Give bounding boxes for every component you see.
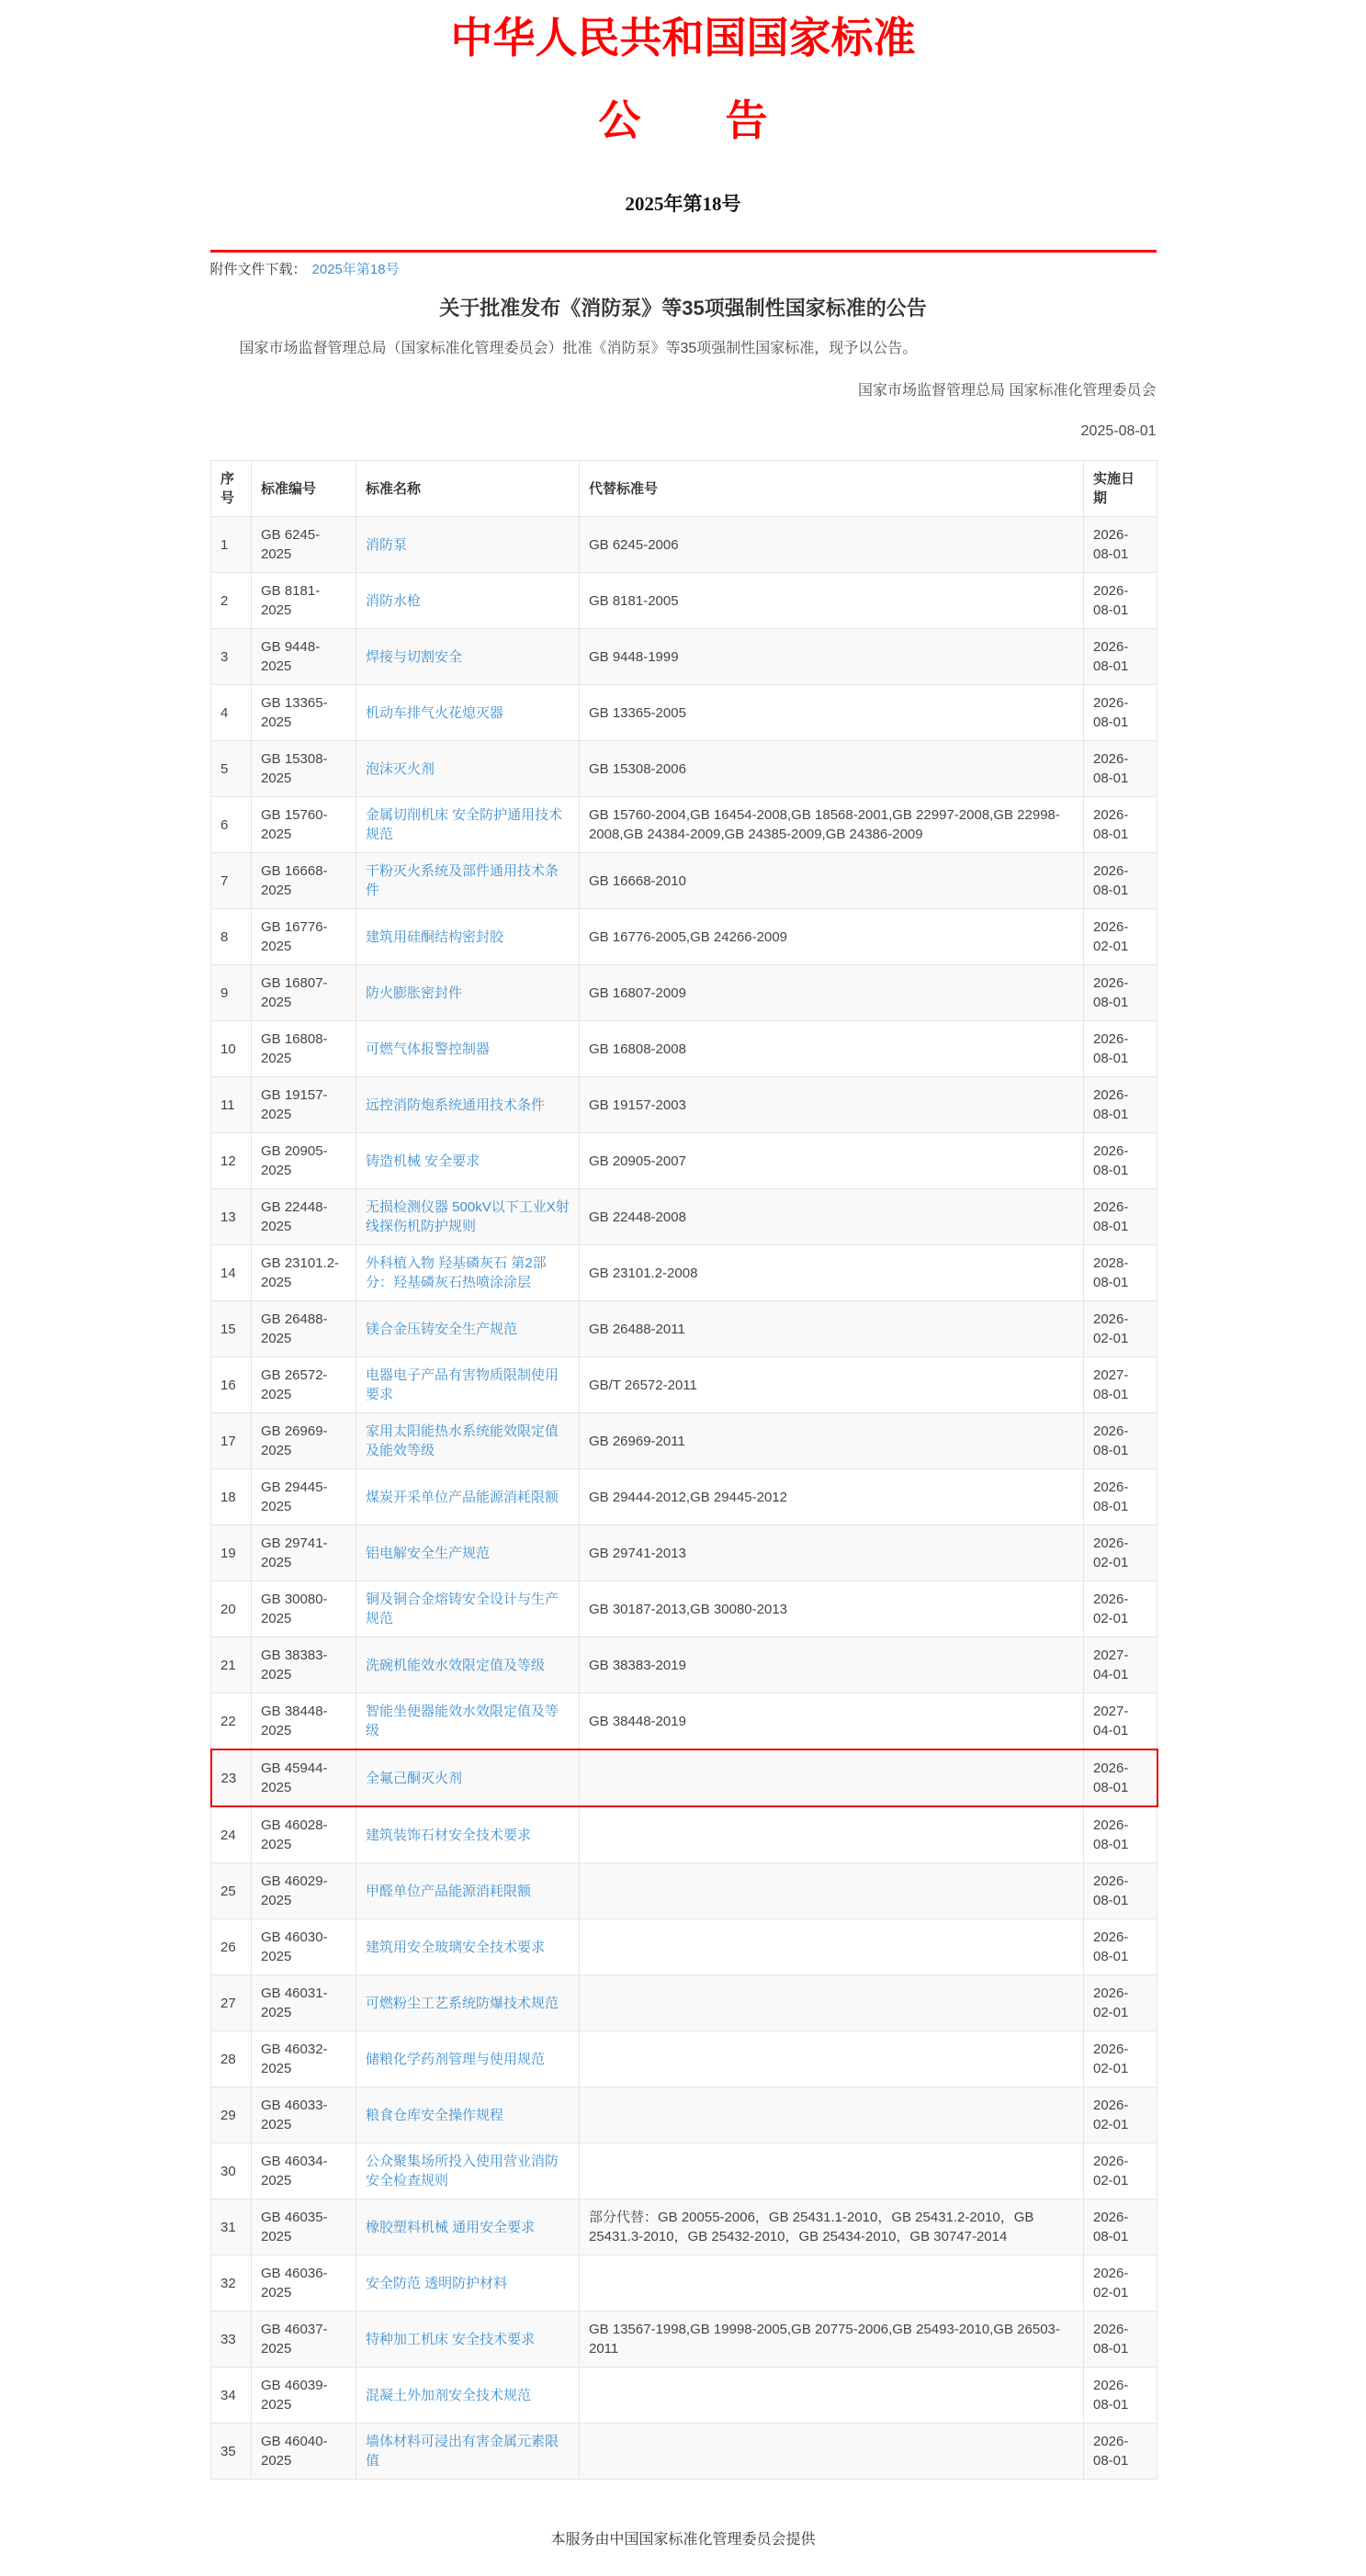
implementation-date-cell: 2026-08-01 bbox=[1084, 1189, 1157, 1245]
table-row bbox=[211, 1749, 1157, 1806]
standard-code-cell: GB 16807-2025 bbox=[252, 965, 356, 1021]
standard-name-cell bbox=[356, 965, 580, 1021]
standard-name-link[interactable]: 远控消防炮系统通用技术条件 bbox=[366, 1097, 546, 1113]
implementation-date-cell: 2026-08-01 bbox=[1084, 1469, 1157, 1525]
replaced-standards-cell bbox=[580, 1919, 1084, 1975]
table-row bbox=[211, 1245, 1157, 1301]
standard-name-link[interactable]: 橡胶塑料机械 通用安全要求 bbox=[366, 2219, 536, 2235]
row-index-cell: 13 bbox=[211, 1189, 252, 1245]
standard-name-link[interactable]: 无损检测仪器 500kV以下工业X射线探伤机防护规则 bbox=[366, 1199, 570, 1234]
standard-name-cell bbox=[356, 853, 580, 909]
standard-name-link[interactable]: 建筑用硅酮结构密封胶 bbox=[366, 928, 504, 945]
replaced-standards-cell bbox=[580, 1863, 1084, 1919]
replaced-standards-cell bbox=[580, 1806, 1084, 1863]
implementation-date-cell: 2026-02-01 bbox=[1084, 1525, 1157, 1581]
table-row bbox=[211, 1637, 1157, 1693]
table-row bbox=[211, 685, 1157, 741]
replaced-standards-cell: GB 26488-2011 bbox=[580, 1301, 1084, 1357]
standard-name-cell bbox=[356, 1975, 580, 2031]
implementation-date-cell: 2026-02-01 bbox=[1084, 1301, 1157, 1357]
row-index-cell: 23 bbox=[211, 1749, 252, 1806]
row-index-cell: 1 bbox=[211, 517, 252, 573]
replaced-standards-cell: GB 19157-2003 bbox=[580, 1077, 1084, 1133]
implementation-date-cell: 2026-08-01 bbox=[1084, 1021, 1157, 1077]
implementation-date-cell: 2026-08-01 bbox=[1084, 517, 1157, 573]
standard-code-cell: GB 19157-2025 bbox=[252, 1077, 356, 1133]
standard-code-cell: GB 26488-2025 bbox=[252, 1301, 356, 1357]
row-index-cell: 28 bbox=[211, 2031, 252, 2087]
table-row bbox=[211, 909, 1157, 965]
standard-code-cell: GB 6245-2025 bbox=[252, 517, 356, 573]
row-index-cell: 24 bbox=[211, 1806, 252, 1863]
standard-name-cell bbox=[356, 1749, 580, 1806]
standard-name-link[interactable]: 消防泵 bbox=[366, 536, 408, 553]
standard-name-link[interactable]: 铜及铜合金熔铸安全设计与生产规范 bbox=[366, 1592, 559, 1626]
table-row bbox=[211, 1975, 1157, 2031]
standard-name-link[interactable]: 消防水枪 bbox=[366, 592, 422, 609]
row-index-cell: 9 bbox=[211, 965, 252, 1021]
table-row bbox=[211, 1077, 1157, 1133]
standard-code-cell: GB 46031-2025 bbox=[252, 1975, 356, 2031]
replaced-standards-cell bbox=[580, 2255, 1084, 2312]
header-index: 序号 bbox=[211, 461, 252, 517]
standard-code-cell: GB 16668-2025 bbox=[252, 853, 356, 909]
standard-name-cell bbox=[356, 1806, 580, 1863]
replaced-standards-cell: GB/T 26572-2011 bbox=[580, 1357, 1084, 1413]
standard-name-link[interactable]: 建筑装饰石材安全技术要求 bbox=[366, 1827, 532, 1843]
implementation-date-cell: 2028-08-01 bbox=[1084, 1245, 1157, 1301]
attachment-link[interactable]: 2025年第18号 bbox=[311, 262, 400, 277]
row-index-cell: 12 bbox=[211, 1133, 252, 1189]
standard-name-link[interactable]: 公众聚集场所投入使用营业消防安全检查规则 bbox=[366, 2154, 559, 2188]
standard-name-link[interactable]: 镁合金压铸安全生产规范 bbox=[366, 1321, 518, 1337]
table-row bbox=[211, 2368, 1157, 2424]
replaced-standards-cell bbox=[580, 1749, 1084, 1806]
standards-table bbox=[210, 460, 1158, 2480]
standard-name-link[interactable]: 建筑用安全玻璃安全技术要求 bbox=[366, 1939, 546, 1955]
standard-name-cell bbox=[356, 573, 580, 629]
replaced-standards-cell: GB 16807-2009 bbox=[580, 965, 1084, 1021]
standard-code-cell: GB 38383-2025 bbox=[252, 1637, 356, 1693]
notice-body: 国家市场监督管理总局（国家标准化管理委员会）批准《消防泵》等35项强制性国家标准，现予以公告。 bbox=[239, 341, 918, 356]
standard-name-cell bbox=[356, 1133, 580, 1189]
row-index-cell: 8 bbox=[211, 909, 252, 965]
table-row bbox=[211, 1133, 1157, 1189]
replaced-standards-cell: GB 26969-2011 bbox=[580, 1413, 1084, 1469]
standard-name-cell bbox=[356, 1693, 580, 1750]
standard-name-link[interactable]: 储粮化学药剂管理与使用规范 bbox=[366, 2051, 546, 2067]
row-index-cell: 33 bbox=[211, 2312, 252, 2368]
replaced-standards-cell: GB 29741-2013 bbox=[580, 1525, 1084, 1581]
standard-name-cell bbox=[356, 2312, 580, 2368]
row-index-cell: 34 bbox=[211, 2368, 252, 2424]
replaced-standards-cell: 部分代替：GB 20055-2006，GB 25431.1-2010，GB 25431.2-2010，GB 25431.3-2010，GB 25432-2010，GB 25434-2010，GB 30747-2014 bbox=[580, 2199, 1084, 2255]
implementation-date-cell: 2026-08-01 bbox=[1084, 853, 1157, 909]
standard-code-cell: GB 46040-2025 bbox=[252, 2424, 356, 2480]
standard-name-link[interactable]: 家用太阳能热水系统能效限定值及能效等级 bbox=[366, 1423, 559, 1458]
table-row bbox=[211, 1469, 1157, 1525]
replaced-standards-cell: GB 13365-2005 bbox=[580, 685, 1084, 741]
standard-code-cell: GB 16776-2025 bbox=[252, 909, 356, 965]
standard-name-cell bbox=[356, 1357, 580, 1413]
implementation-date-cell: 2026-08-01 bbox=[1084, 1077, 1157, 1133]
table-row bbox=[211, 1581, 1157, 1637]
standard-name-cell bbox=[356, 1581, 580, 1637]
row-index-cell: 2 bbox=[211, 573, 252, 629]
row-index-cell: 15 bbox=[211, 1301, 252, 1357]
implementation-date-cell: 2026-08-01 bbox=[1084, 1806, 1157, 1863]
implementation-date-cell: 2026-08-01 bbox=[1084, 797, 1157, 853]
standard-name-link[interactable]: 洗碗机能效水效限定值及等级 bbox=[366, 1657, 546, 1673]
row-index-cell: 30 bbox=[211, 2143, 252, 2199]
row-index-cell: 19 bbox=[211, 1525, 252, 1581]
standard-name-link[interactable]: 电器电子产品有害物质限制使用要求 bbox=[366, 1367, 559, 1402]
implementation-date-cell: 2026-02-01 bbox=[1084, 2255, 1157, 2312]
standard-name-cell bbox=[356, 741, 580, 797]
table-row bbox=[211, 2255, 1157, 2312]
standard-code-cell: GB 46029-2025 bbox=[252, 1863, 356, 1919]
standard-name-cell bbox=[356, 1021, 580, 1077]
standard-code-cell: GB 45944-2025 bbox=[252, 1749, 356, 1806]
replaced-standards-cell: GB 13567-1998,GB 19998-2005,GB 20775-2006,GB 25493-2010,GB 26503-2011 bbox=[580, 2312, 1084, 2368]
replaced-standards-cell: GB 20905-2007 bbox=[580, 1133, 1084, 1189]
standard-code-cell: GB 38448-2025 bbox=[252, 1693, 356, 1750]
implementation-date-cell: 2026-02-01 bbox=[1084, 2143, 1157, 2199]
standard-name-link[interactable]: 铝电解安全生产规范 bbox=[366, 1545, 491, 1561]
row-index-cell: 7 bbox=[211, 853, 252, 909]
standard-code-cell: GB 26969-2025 bbox=[252, 1413, 356, 1469]
row-index-cell: 11 bbox=[211, 1077, 252, 1133]
page-title: 中华人民共和国国家标准 bbox=[450, 15, 916, 62]
replaced-standards-cell: GB 15308-2006 bbox=[580, 741, 1084, 797]
standard-name-link[interactable]: 外科植入物 羟基磷灰石 第2部分：羟基磷灰石热喷涂涂层 bbox=[366, 1255, 547, 1290]
row-index-cell: 21 bbox=[211, 1637, 252, 1693]
standard-code-cell: GB 46035-2025 bbox=[252, 2199, 356, 2255]
implementation-date-cell: 2026-08-01 bbox=[1084, 1413, 1157, 1469]
replaced-standards-cell: GB 38448-2019 bbox=[580, 1693, 1084, 1750]
row-index-cell: 4 bbox=[211, 685, 252, 741]
standard-name-cell bbox=[356, 1189, 580, 1245]
standard-name-cell bbox=[356, 2031, 580, 2087]
replaced-standards-cell: GB 38383-2019 bbox=[580, 1637, 1084, 1693]
implementation-date-cell: 2026-08-01 bbox=[1084, 2312, 1157, 2368]
table-row bbox=[211, 1525, 1157, 1581]
attachment-row bbox=[210, 253, 1157, 284]
table-row bbox=[211, 2424, 1157, 2480]
replaced-standards-cell: GB 30187-2013,GB 30080-2013 bbox=[580, 1581, 1084, 1637]
implementation-date-cell: 2026-08-01 bbox=[1084, 629, 1157, 685]
standard-name-cell bbox=[356, 1413, 580, 1469]
table-row bbox=[211, 965, 1157, 1021]
implementation-date-cell: 2026-02-01 bbox=[1084, 2087, 1157, 2143]
standard-name-link[interactable]: 干粉灭火系统及部件通用技术条件 bbox=[366, 863, 559, 898]
replaced-standards-cell: GB 22448-2008 bbox=[580, 1189, 1084, 1245]
implementation-date-cell: 2026-02-01 bbox=[1084, 909, 1157, 965]
header-standard-name: 标准名称 bbox=[356, 461, 580, 517]
row-index-cell: 20 bbox=[211, 1581, 252, 1637]
row-index-cell: 3 bbox=[211, 629, 252, 685]
standard-name-cell bbox=[356, 2087, 580, 2143]
row-index-cell: 25 bbox=[211, 1863, 252, 1919]
row-index-cell: 27 bbox=[211, 1975, 252, 2031]
standard-code-cell: GB 15760-2025 bbox=[252, 797, 356, 853]
standard-name-link[interactable]: 防火膨胀密封件 bbox=[366, 984, 463, 1001]
standard-code-cell: GB 15308-2025 bbox=[252, 741, 356, 797]
standard-name-cell bbox=[356, 1637, 580, 1693]
implementation-date-cell: 2026-08-01 bbox=[1084, 685, 1157, 741]
row-index-cell: 17 bbox=[211, 1413, 252, 1469]
standard-name-cell bbox=[356, 1301, 580, 1357]
standard-name-link[interactable]: 混凝土外加剂安全技术规范 bbox=[366, 2387, 532, 2403]
standard-code-cell: GB 22448-2025 bbox=[252, 1189, 356, 1245]
standard-code-cell: GB 29741-2025 bbox=[252, 1525, 356, 1581]
replaced-standards-cell: GB 15760-2004,GB 16454-2008,GB 18568-2001,GB 22997-2008,GB 22998-2008,GB 24384-2009,GB 24385-2009,GB 24386-2009 bbox=[580, 797, 1084, 853]
standard-name-link[interactable]: 金属切削机床 安全防护通用技术规范 bbox=[366, 807, 563, 842]
standard-name-cell bbox=[356, 629, 580, 685]
header-replaced-standards: 代替标准号 bbox=[580, 461, 1084, 517]
standard-code-cell: GB 8181-2025 bbox=[252, 573, 356, 629]
row-index-cell: 5 bbox=[211, 741, 252, 797]
standard-name-cell bbox=[356, 909, 580, 965]
replaced-standards-cell: GB 16776-2005,GB 24266-2009 bbox=[580, 909, 1084, 965]
replaced-standards-cell: GB 16808-2008 bbox=[580, 1021, 1084, 1077]
row-index-cell: 18 bbox=[211, 1469, 252, 1525]
signature: 国家市场监督管理总局 国家标准化管理委员会 bbox=[858, 383, 1157, 399]
table-row bbox=[211, 629, 1157, 685]
standard-name-cell bbox=[356, 797, 580, 853]
standard-code-cell: GB 46028-2025 bbox=[252, 1806, 356, 1863]
replaced-standards-cell bbox=[580, 2368, 1084, 2424]
implementation-date-cell: 2026-08-01 bbox=[1084, 573, 1157, 629]
page-footer: 本服务由中国国家标准化管理委员会提供 bbox=[550, 2532, 816, 2548]
implementation-date-cell: 2027-04-01 bbox=[1084, 1637, 1157, 1693]
table-row bbox=[211, 741, 1157, 797]
standard-code-cell: GB 16808-2025 bbox=[252, 1021, 356, 1077]
standard-name-cell bbox=[356, 1863, 580, 1919]
standards-table-body bbox=[211, 517, 1157, 2480]
standard-name-link[interactable]: 机动车排气火花熄灭器 bbox=[366, 704, 504, 721]
table-row bbox=[211, 1301, 1157, 1357]
table-row bbox=[211, 1413, 1157, 1469]
row-index-cell: 22 bbox=[211, 1693, 252, 1750]
implementation-date-cell: 2027-04-01 bbox=[1084, 1693, 1157, 1750]
standard-name-cell bbox=[356, 1525, 580, 1581]
standard-name-link[interactable]: 墙体材料可浸出有害金属元素限值 bbox=[366, 2434, 559, 2469]
standard-code-cell: GB 46033-2025 bbox=[252, 2087, 356, 2143]
standard-name-cell bbox=[356, 2255, 580, 2312]
implementation-date-cell: 2026-08-01 bbox=[1084, 965, 1157, 1021]
replaced-standards-cell: GB 16668-2010 bbox=[580, 853, 1084, 909]
table-row bbox=[211, 1806, 1157, 1863]
implementation-date-cell: 2026-02-01 bbox=[1084, 1581, 1157, 1637]
table-row bbox=[211, 2312, 1157, 2368]
implementation-date-cell: 2026-02-01 bbox=[1084, 2031, 1157, 2087]
publish-date: 2025-08-01 bbox=[1080, 423, 1157, 439]
implementation-date-cell: 2026-08-01 bbox=[1084, 2368, 1157, 2424]
row-index-cell: 14 bbox=[211, 1245, 252, 1301]
table-row bbox=[211, 1863, 1157, 1919]
table-row bbox=[211, 1693, 1157, 1750]
table-row bbox=[211, 517, 1157, 573]
implementation-date-cell: 2026-02-01 bbox=[1084, 1975, 1157, 2031]
table-row bbox=[211, 573, 1157, 629]
standard-code-cell: GB 26572-2025 bbox=[252, 1357, 356, 1413]
standard-code-cell: GB 30080-2025 bbox=[252, 1581, 356, 1637]
table-row bbox=[211, 2199, 1157, 2255]
standard-name-link[interactable]: 可燃气体报警控制器 bbox=[366, 1041, 491, 1057]
row-index-cell: 31 bbox=[211, 2199, 252, 2255]
header-implementation-date: 实施日期 bbox=[1084, 461, 1157, 517]
table-header-row bbox=[211, 461, 1157, 517]
standard-code-cell: GB 23101.2-2025 bbox=[252, 1245, 356, 1301]
implementation-date-cell: 2026-08-01 bbox=[1084, 1749, 1157, 1806]
header-standard-code: 标准编号 bbox=[252, 461, 356, 517]
table-row bbox=[211, 2143, 1157, 2199]
replaced-standards-cell bbox=[580, 2424, 1084, 2480]
standard-name-link[interactable]: 泡沫灭火剂 bbox=[366, 760, 435, 777]
standard-name-link[interactable]: 可燃粉尘工艺系统防爆技术规范 bbox=[366, 1995, 559, 2011]
announcement-subtitle: 公 告 bbox=[598, 97, 768, 144]
implementation-date-cell: 2027-08-01 bbox=[1084, 1357, 1157, 1413]
replaced-standards-cell bbox=[580, 2087, 1084, 2143]
standard-code-cell: GB 13365-2025 bbox=[252, 685, 356, 741]
replaced-standards-cell bbox=[580, 2143, 1084, 2199]
row-index-cell: 32 bbox=[211, 2255, 252, 2312]
standard-code-cell: GB 46037-2025 bbox=[252, 2312, 356, 2368]
replaced-standards-cell: GB 29444-2012,GB 29445-2012 bbox=[580, 1469, 1084, 1525]
replaced-standards-cell: GB 8181-2005 bbox=[580, 573, 1084, 629]
table-row bbox=[211, 1357, 1157, 1413]
standard-name-link[interactable]: 安全防范 透明防护材料 bbox=[366, 2275, 508, 2291]
standard-name-cell bbox=[356, 2143, 580, 2199]
issue-number: 2025年第18号 bbox=[625, 193, 741, 215]
replaced-standards-cell: GB 23101.2-2008 bbox=[580, 1245, 1084, 1301]
standard-name-link[interactable]: 煤炭开采单位产品能源消耗限额 bbox=[366, 1489, 559, 1505]
row-index-cell: 29 bbox=[211, 2087, 252, 2143]
standard-code-cell: GB 46039-2025 bbox=[252, 2368, 356, 2424]
implementation-date-cell: 2026-08-01 bbox=[1084, 1133, 1157, 1189]
table-row bbox=[211, 2087, 1157, 2143]
standard-name-cell bbox=[356, 2199, 580, 2255]
replaced-standards-cell bbox=[580, 1975, 1084, 2031]
standard-code-cell: GB 46034-2025 bbox=[252, 2143, 356, 2199]
standard-name-cell bbox=[356, 1919, 580, 1975]
standard-name-link[interactable]: 甲醛单位产品能源消耗限额 bbox=[366, 1883, 532, 1899]
notice-title: 关于批准发布《消防泵》等35项强制性国家标准的公告 bbox=[439, 297, 927, 320]
table-row bbox=[211, 853, 1157, 909]
standard-name-cell bbox=[356, 2424, 580, 2480]
row-index-cell: 6 bbox=[211, 797, 252, 853]
implementation-date-cell: 2026-08-01 bbox=[1084, 2199, 1157, 2255]
implementation-date-cell: 2026-08-01 bbox=[1084, 741, 1157, 797]
page-container bbox=[210, 15, 1157, 2548]
standard-name-cell bbox=[356, 2368, 580, 2424]
row-index-cell: 10 bbox=[211, 1021, 252, 1077]
row-index-cell: 26 bbox=[211, 1919, 252, 1975]
standard-name-link[interactable]: 粮食仓库安全操作规程 bbox=[366, 2107, 504, 2123]
attachment-label: 附件文件下载： bbox=[209, 262, 307, 277]
standard-code-cell: GB 46030-2025 bbox=[252, 1919, 356, 1975]
standard-code-cell: GB 46032-2025 bbox=[252, 2031, 356, 2087]
standard-name-cell bbox=[356, 685, 580, 741]
implementation-date-cell: 2026-08-01 bbox=[1084, 1919, 1157, 1975]
row-index-cell: 35 bbox=[211, 2424, 252, 2480]
table-row bbox=[211, 797, 1157, 853]
standard-name-link[interactable]: 特种加工机床 安全技术要求 bbox=[366, 2331, 536, 2347]
standard-code-cell: GB 9448-2025 bbox=[252, 629, 356, 685]
standard-name-link[interactable]: 焊接与切割安全 bbox=[366, 648, 463, 665]
standard-name-link[interactable]: 全氟己酮灭火剂 bbox=[366, 1770, 463, 1786]
replaced-standards-cell: GB 9448-1999 bbox=[580, 629, 1084, 685]
standard-name-cell bbox=[356, 1469, 580, 1525]
table-row bbox=[211, 1189, 1157, 1245]
table-row bbox=[211, 1919, 1157, 1975]
implementation-date-cell: 2026-08-01 bbox=[1084, 1863, 1157, 1919]
implementation-date-cell: 2026-08-01 bbox=[1084, 2424, 1157, 2480]
standard-code-cell: GB 46036-2025 bbox=[252, 2255, 356, 2312]
standard-name-cell bbox=[356, 1245, 580, 1301]
standard-code-cell: GB 29445-2025 bbox=[252, 1469, 356, 1525]
standard-name-link[interactable]: 铸造机械 安全要求 bbox=[366, 1153, 480, 1169]
replaced-standards-cell bbox=[580, 2031, 1084, 2087]
standard-name-cell bbox=[356, 1077, 580, 1133]
standard-name-cell bbox=[356, 517, 580, 573]
standard-name-link[interactable]: 智能坐便器能效水效限定值及等级 bbox=[366, 1704, 559, 1738]
table-row bbox=[211, 2031, 1157, 2087]
row-index-cell: 16 bbox=[211, 1357, 252, 1413]
table-row bbox=[211, 1021, 1157, 1077]
replaced-standards-cell: GB 6245-2006 bbox=[580, 517, 1084, 573]
standard-code-cell: GB 20905-2025 bbox=[252, 1133, 356, 1189]
